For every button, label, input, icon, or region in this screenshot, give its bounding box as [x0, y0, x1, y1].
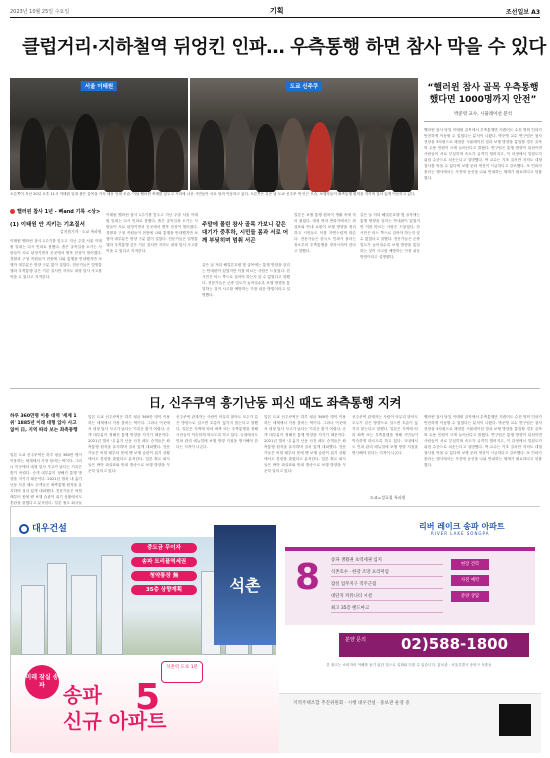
mid-body-2: 일본은 보행 통행 원칙이 생활 속에 자리 잡았다. 대형 역과 번화가에서는 화살표와 안내 요원이 보행 방향을 정리하고 시민들도 이를 자연스럽게 따른다. 전문가들은 한국도 인파가 몰리는 장소부터 우측통행을 정착시켜야 한다고 말했다. — [294, 213, 356, 253]
ad-footer-text: 지역주택조합 추진위원회 · 시행 대우건설 · 홍보관 운영 중 — [293, 701, 410, 706]
ad-five-text: 5 — [135, 677, 161, 718]
ad-new-apartment-text: 신규 아파트 — [63, 709, 167, 733]
ad-pill: 청약통장 無 — [131, 571, 197, 581]
ad-brand-name: 대우건설 — [32, 524, 67, 534]
second-body-4: 일본 도쿄 신주쿠역은 하루 평균 360만 명이 이용하는 세계에서 가장 붐비는 역이다. 그러나 이곳에서 대형 압사 사고가 났다는 기록은 찾기 어렵다. 승객 대부분이 정해진 통행 방향을 지키기 때문이다. 2021년 열차 내 흉기 난동 사건 때도 승객들은 좌측통행 원칙을 유지하며 질서 있게 대피했다. 전문가들은 어릴 때부터 몸에 밴 보행 습관이 위기 상황에서도 혼란을 줄였다고 분석한다. 일본 철도 회사들은 바닥 화살표와 안내 방송으로 보행 방향을 꾸준히 알리고 있다. — [264, 415, 346, 473]
ad-songpa-text: 송파 — [63, 683, 102, 707]
ad-station-name: 석촌 — [229, 576, 261, 595]
series-label — [10, 208, 110, 215]
page-code: A3 — [531, 9, 540, 16]
ad-walk-label: 석촌역 도보 1분 — [161, 661, 203, 683]
ad-brand-logo — [19, 521, 67, 534]
sidebar-article — [424, 78, 542, 425]
second-body-5: 신주쿠역 관계자는 사람이 아무리 많아도 모두가 같은 방향으로 걸으면 흐름이 끊기지 않는다고 말했다. 일본은 지역에 따라 좌측 또는 우측통행을 정해 시민들이 익숙하게 따르도록 하고 있다. 국내에서도 인파 관리 매뉴얼에 보행 방향 지침을 명시해야 한다는 지적이 나온다. — [352, 415, 418, 455]
sidebar-quote: “핼러윈 참사 골목 우측통행 했다면 1000명까지 안전” — [427, 83, 539, 105]
photo-location-tag: 도쿄 신주쿠 — [286, 81, 322, 91]
photo-location-tag: 서울 이태원 — [81, 81, 117, 91]
ad-pill: 중도금 무이자 — [131, 543, 197, 553]
main-headline: 클럽거리·지하철역 뒤엉킨 인파… 우측통행 하면 참사 막을 수 있다 — [22, 37, 546, 58]
left-body: 이태원 핼러윈 참사 1주기를 앞두고 지난 주말 서울 이태원 일대는 다시 인파로 붐볐다. 좁은 골목길을 오가는 사람들이 서로 뒤엉키면서 곳곳에서 병목 현상이 벌어졌다. 경찰과 구청 직원들이 현장에 나와 통행을 안내했지만 보행자 대부분은 방향 구분 없이 걸었다. 전문가들은 일방통행과 우측통행 같은 기본 질서만 지켜도 대형 압사 사고를 막을 수 있다고 지적한다. — [10, 239, 102, 279]
ad-feature-line: 최고 35층 랜드마크 — [331, 605, 443, 613]
second-lede: 하루 360만명 이용 대역 '세계 1위' 1885년 이래 대형 압사 사고 없어 日, 지역 따라 보는 좌측통행 — [10, 414, 78, 433]
left-subhead: (1) 이태원 안 지키는 기초질서 — [10, 222, 85, 228]
second-headline: 日, 신주쿠역 흥기난동 피신 때도 좌측통행 지켜 — [148, 395, 402, 410]
ad-feature-number: 8 — [295, 557, 321, 598]
ad-project-subtitle: RIVER LAKE SONGPA — [431, 531, 490, 536]
second-byline: 도쿄=성호철 특파원 — [370, 495, 406, 500]
series-label-text: 핼러윈 참사 1년 - 뼈аnd 기록 <상> — [17, 209, 101, 215]
ad-chip[interactable]: 현장 견학 — [451, 559, 489, 570]
qr-code-icon[interactable] — [499, 704, 531, 736]
mid-body: 같은 날 저녁 해밀톤호텔 옆 골목에는 통행 방향을 알리는 안내판이 있었지만 이를 따르는 사람은 드물었다. 한 시민은 어느 쪽으로 걸어야 하는지 알 수 없었다고 말했다. 전문가들은 군중 밀도가 높아질수록 보행 방향을 통일하는 것이 사고를 예방하는 가장 쉬운 방법이라고 설명했다. — [202, 263, 290, 297]
ad-feature-line: 석촌호수 · 한강 조망 프리미엄 — [331, 569, 443, 577]
brand-mark-icon — [19, 524, 29, 534]
second-body-2: 일본 도쿄 신주쿠역은 하루 평균 360만 명이 이용하는 세계에서 가장 붐비는 역이다. 그러나 이곳에서 대형 압사 사고가 났다는 기록은 찾기 어렵다. 승객 대부분이 정해진 통행 방향을 지키기 때문이다. 2021년 열차 내 흉기 난동 사건 때도 승객들은 좌측통행 원칙을 유지하며 질서 있게 대피했다. 전문가들은 어릴 때부터 몸에 밴 보행 습관이 위기 상황에서도 혼란을 줄였다고 분석한다. 일본 철도 회사들은 바닥 화살표와 안내 방송으로 보행 방향을 꾸준히 알리고 있다. — [88, 415, 170, 473]
mid-subhead: 주말에 몰린 참사 골목 가보니 같은 대기가 중후하, 시민들 몸과 서로 어깨 부딪히며 멈춰 서곤 — [202, 222, 289, 244]
ad-phone-bar[interactable] — [339, 633, 529, 657]
left-body-cont: 이태원 핼러윈 참사 1주기를 앞두고 지난 주말 서울 이태원 일대는 다시 인파로 붐볐다. 좁은 골목길을 오가는 사람들이 서로 뒤엉키면서 곳곳에서 병목 현상이 벌어졌다. 경찰과 구청 직원들이 현장에 나와 통행을 안내했지만 보행자 대부분은 방향 구분 없이 걸었다. 전문가들은 일방통행과 우측통행 같은 기본 질서만 지켜도 대형 압사 사고를 막을 수 있다고 지적한다. — [106, 213, 198, 253]
ad-pill: 35층 상향계획 — [131, 585, 197, 595]
ad-feature-box — [285, 547, 535, 625]
ad-station-panel — [214, 525, 276, 645]
advertisement[interactable] — [10, 506, 540, 752]
ad-footer — [279, 693, 541, 753]
page-number — [506, 7, 540, 16]
photo-itaewon — [10, 78, 188, 190]
sidebar-byline: 박준영 교수, 시뮬레이션 분석 — [424, 111, 542, 122]
ad-feature-line: 대단지 커뮤니티 시설 — [331, 593, 443, 601]
second-body-3: 신주쿠역 관계자는 사람이 아무리 많아도 모두가 같은 방향으로 걸으면 흐름이 끊기지 않는다고 말했다. 일본은 지역에 따라 좌측 또는 우측통행을 정해 시민들이 익숙하게 따르도록 하고 있다. 국내에서도 인파 관리 매뉴얼에 보행 방향 지침을 명시해야 한다는 지적이 나온다. — [176, 415, 258, 449]
paper-name: 조선일보 — [505, 9, 530, 16]
second-body: 일본 도쿄 신주쿠역은 하루 평균 360만 명이 이용하는 세계에서 가장 붐비는 역이다. 그러나 이곳에서 대형 압사 사고가 났다는 기록은 찾기 어렵다. 승객 대부분이 정해진 통행 방향을 지키기 때문이다. 2021년 열차 내 흉기 난동 사건 때도 승객들은 좌측통행 원칙을 유지하며 질서 있게 대피했다. 전문가들은 어릴 때부터 몸에 밴 보행 습관이 위기 상황에서도 혼란을 줄였다고 분석한다. 일본 철도 회사들 — [10, 453, 82, 505]
ad-pill: 송파 트리플역세권 — [131, 557, 197, 567]
ad-phone-label: 분양 문의 — [345, 637, 366, 643]
sidebar-body-cont: 핼러윈 참사 당일 이태원 골목에서 우측통행만 지켰어도 수천 명의 인파가 안전하게 이동할 수 있었다는 분석이 나왔다. 박준영 교수 연구팀은 참사 현장을 3차원으로 재현한 시뮬레이션 결과 보행 방향을 통일할 경우 골목의 수용 인원이 크게 늘어난다고 밝혔다. 연구팀은 통행 방향이 뒤섞이면 사람들이 서로 부딪히며 속도가 급격히 떨어지고, 이 과정에서 밀집도가 위험 수준으로 치솟는다고 설명했다. 박 교수는 기초 질서만 지켜도 대형 참사를 막을 수 있다며 보행 문화 개선이 시급하다고 강조했다. 또 인파가 몰리는 행사에서는 사전에 동선을 나눠 안내하는 체계가 필요하다고 덧붙였다. — [424, 415, 542, 467]
series-dot-icon — [10, 209, 15, 214]
ad-chip[interactable]: 사전 예약 — [451, 575, 489, 586]
left-byline: 김지원기자 · 도쿄 특파원 — [60, 229, 102, 234]
section-name: 기획 — [270, 7, 284, 15]
ad-promo-banner — [11, 657, 279, 753]
photo-caption: 오른쪽이 지난 20일 오후 11시 이태원 일대 좁은 골목을 가득 메운 인파 모습. 이날 핼러윈 축제를 앞두고 거리에 나선 시민들이 서로 엉켜 이동하고 있다. 오른쪽은 같은 날 도쿄 신주쿠 역 인근 모습. 보행자들이 좌측통행 원칙을 지키며 질서 있게 이동하고 있다. — [10, 192, 416, 196]
ad-feature-line: 송파 생활권 초역세권 입지 — [331, 557, 443, 565]
ad-project-title: 리버 레이크 송파 아파트 — [419, 522, 505, 531]
mid-body-3: 같은 날 저녁 해밀톤호텔 옆 골목에는 통행 방향을 알리는 안내판이 있었지만 이를 따르는 사람은 드물었다. 한 시민은 어느 쪽으로 걸어야 하는지 알 수 없었다고 말했다. 전문가들은 군중 밀도가 높아질수록 보행 방향을 통일하는 것이 사고를 예방하는 가장 쉬운 방법이라고 설명했다. — [360, 213, 420, 259]
ad-phone-number[interactable]: 02)588-1800 — [401, 635, 509, 653]
ad-feature-line: 잠실 업무지구 직주근접 — [331, 581, 443, 589]
photo-shinjuku — [190, 78, 418, 190]
ad-badge: 미래 잠실 송파 — [25, 665, 59, 699]
page-header — [10, 6, 540, 18]
ad-notice: 본 광고는 소비자의 이해를 돕기 위한 것으로 실제와 다를 수 있습니다. 홍보관 : 서울특별시 송파구 석촌동 — [326, 663, 492, 667]
section-divider — [10, 388, 540, 389]
issue-date: 2023년 10월 25일 수요일 — [10, 9, 70, 15]
ad-chip[interactable]: 분양 상담 — [451, 591, 489, 602]
sidebar-body: 핼러윈 참사 당일 이태원 골목에서 우측통행만 지켰어도 수천 명의 인파가 안전하게 이동할 수 있었다는 분석이 나왔다. 박준영 교수 연구팀은 참사 현장을 3차원으로 재현한 시뮬레이션 결과 보행 방향을 통일할 경우 골목의 수용 인원이 크게 늘어난다고 밝혔다. 연구팀은 통행 방향이 뒤섞이면 사람들이 서로 부딪히며 속도가 급격히 떨어지고, 이 과정에서 밀집도가 위험 수준으로 치솟는다고 설명했다. 박 교수는 기초 질서만 지켜도 대형 참사를 막을 수 있다며 보행 문화 개선이 시급하다고 강조했다. 또 인파가 몰리는 행사에서는 사전에 동선을 나눠 안내하는 체계가 필요하다고 덧붙였다. — [424, 128, 542, 180]
